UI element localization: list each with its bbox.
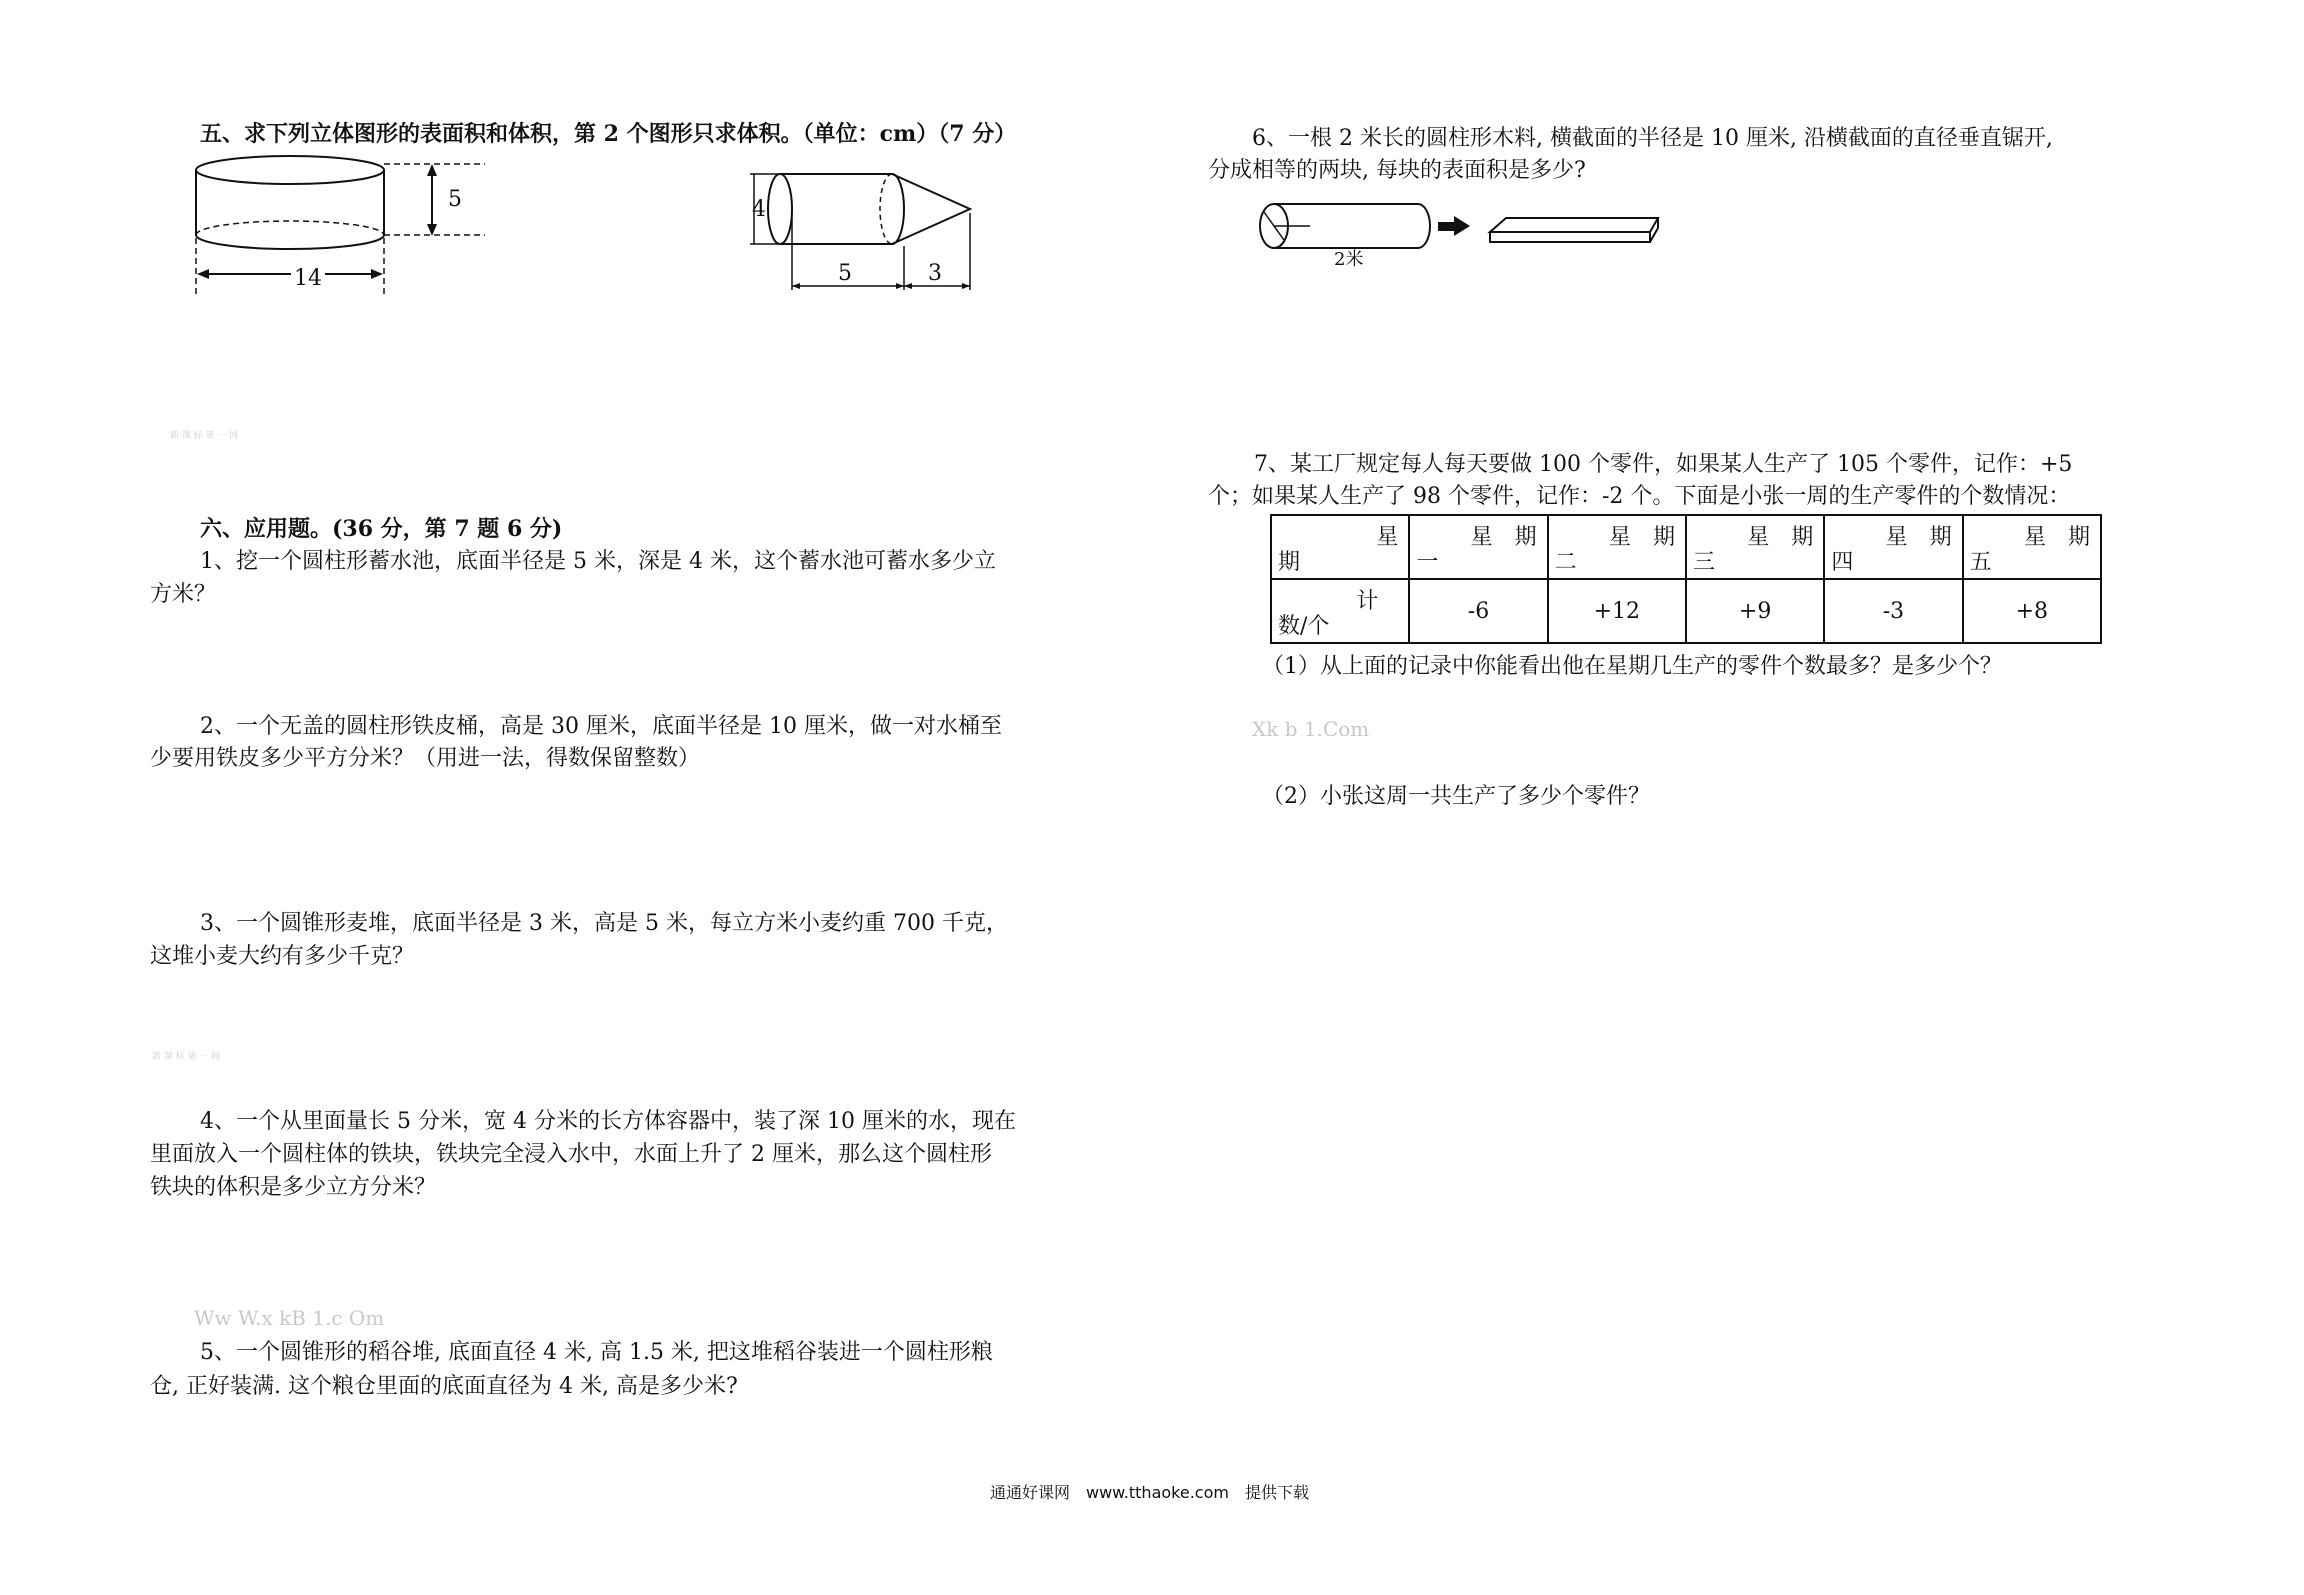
problem-3-line-2: 这堆小麦大约有多少千克？	[150, 944, 415, 969]
problem-5-line-1: 5、一个圆锥形的稻谷堆, 底面直径 4 米, 高 1.5 米, 把这堆稻谷装进一个圆柱形粮	[200, 1340, 993, 1365]
problem-7-line-1: 7、某工厂规定每人每天要做 100 个零件，如果某人生产了 105 个零件，记作：+5	[1254, 452, 2073, 477]
table-cell: +8	[1963, 579, 2101, 643]
problem-6-figure-label: 2米	[1334, 249, 1364, 270]
problem-5-line-2: 仓, 正好装满. 这个粮仓里面的底面直径为 4 米, 高是多少米?	[150, 1374, 738, 1399]
table-row-label: 计 数/个	[1271, 579, 1409, 643]
problem-6-line-1: 6、一根 2 米长的圆柱形木料, 横截面的半径是 10 厘米, 沿横截面的直径垂直锯开,	[1252, 126, 2053, 151]
problem-2-line-1: 2、一个无盖的圆柱形铁皮桶，高是 30 厘米，底面半径是 10 厘米，做一对水桶至	[200, 714, 1002, 739]
table-row	[1271, 515, 2101, 579]
figure2-cone-length-label: 3	[928, 261, 942, 286]
figure1-diameter-label: 14	[291, 263, 325, 295]
watermark: Ww W.x kB 1.c Om	[194, 1306, 385, 1330]
cylinder-figure	[195, 148, 495, 308]
problem-1-line-2: 方米？	[150, 582, 217, 607]
table-header-cell: 星 期 四	[1824, 515, 1962, 579]
table-cell: +12	[1548, 579, 1686, 643]
problem-6-line-2: 分成相等的两块, 每块的表面积是多少?	[1208, 158, 1586, 183]
table-header-cell: 星 期 一	[1409, 515, 1547, 579]
production-record-table	[1270, 514, 2102, 644]
table-header-cell: 星 期 二	[1548, 515, 1686, 579]
table-cell: -6	[1409, 579, 1547, 643]
table-header-cell: 星 期 五	[1963, 515, 2101, 579]
problem-7-question-2: （2）小张这周一共生产了多少个零件？	[1262, 784, 1650, 809]
watermark: 新 课 标 第 一 网	[152, 1052, 221, 1062]
problem-4-line-3: 铁块的体积是多少立方分米？	[150, 1175, 437, 1200]
problem-2-line-2: 少要用铁皮多少平方分米？（用进一法，得数保留整数）	[150, 746, 701, 771]
problem-4-line-2: 里面放入一个圆柱体的铁块，铁块完全浸入水中，水面上升了 2 厘米，那么这个圆柱形	[150, 1142, 992, 1167]
table-cell: -3	[1824, 579, 1962, 643]
table-row	[1271, 579, 2101, 643]
table-header-cell: 星 期	[1271, 515, 1409, 579]
problem-1-line-1: 1、挖一个圆柱形蓄水池，底面半径是 5 米，深是 4 米，这个蓄水池可蓄水多少立	[200, 549, 996, 574]
section-6-title: 六、应用题。(36 分，第 7 题 6 分)	[200, 516, 563, 542]
watermark: 新 课 标 第 一 网	[170, 431, 239, 441]
figure1-height-label: 5	[448, 187, 462, 212]
problem-7-line-2: 个；如果某人生产了 98 个零件，记作：-2 个。下面是小张一周的生产零件的个数情况：	[1208, 484, 2071, 509]
section-5-title: 五、求下列立体图形的表面积和体积，第 2 个图形只求体积。（单位：cm）（7 分）	[200, 121, 1017, 147]
log-split-figure	[1258, 198, 1668, 268]
table-cell: +9	[1686, 579, 1824, 643]
problem-7-question-1: （1）从上面的记录中你能看出他在星期几生产的零件个数最多？是多少个？	[1262, 654, 2002, 679]
figure2-cylinder-length-label: 5	[838, 261, 852, 286]
problem-3-line-1: 3、一个圆锥形麦堆，底面半径是 3 米，高是 5 米，每立方米小麦约重 700 千克，	[200, 911, 1008, 936]
watermark: Xk b 1.Com	[1252, 717, 1370, 741]
footer-source: 通通好课网 www.tthaoke.com 提供下载	[990, 1483, 1309, 1502]
figure2-height-label: 4	[752, 197, 766, 222]
problem-4-line-1: 4、一个从里面量长 5 分米，宽 4 分米的长方体容器中，装了深 10 厘米的水，现在	[200, 1109, 1016, 1134]
cylinder-cone-figure	[740, 168, 980, 298]
table-header-cell: 星 期 三	[1686, 515, 1824, 579]
